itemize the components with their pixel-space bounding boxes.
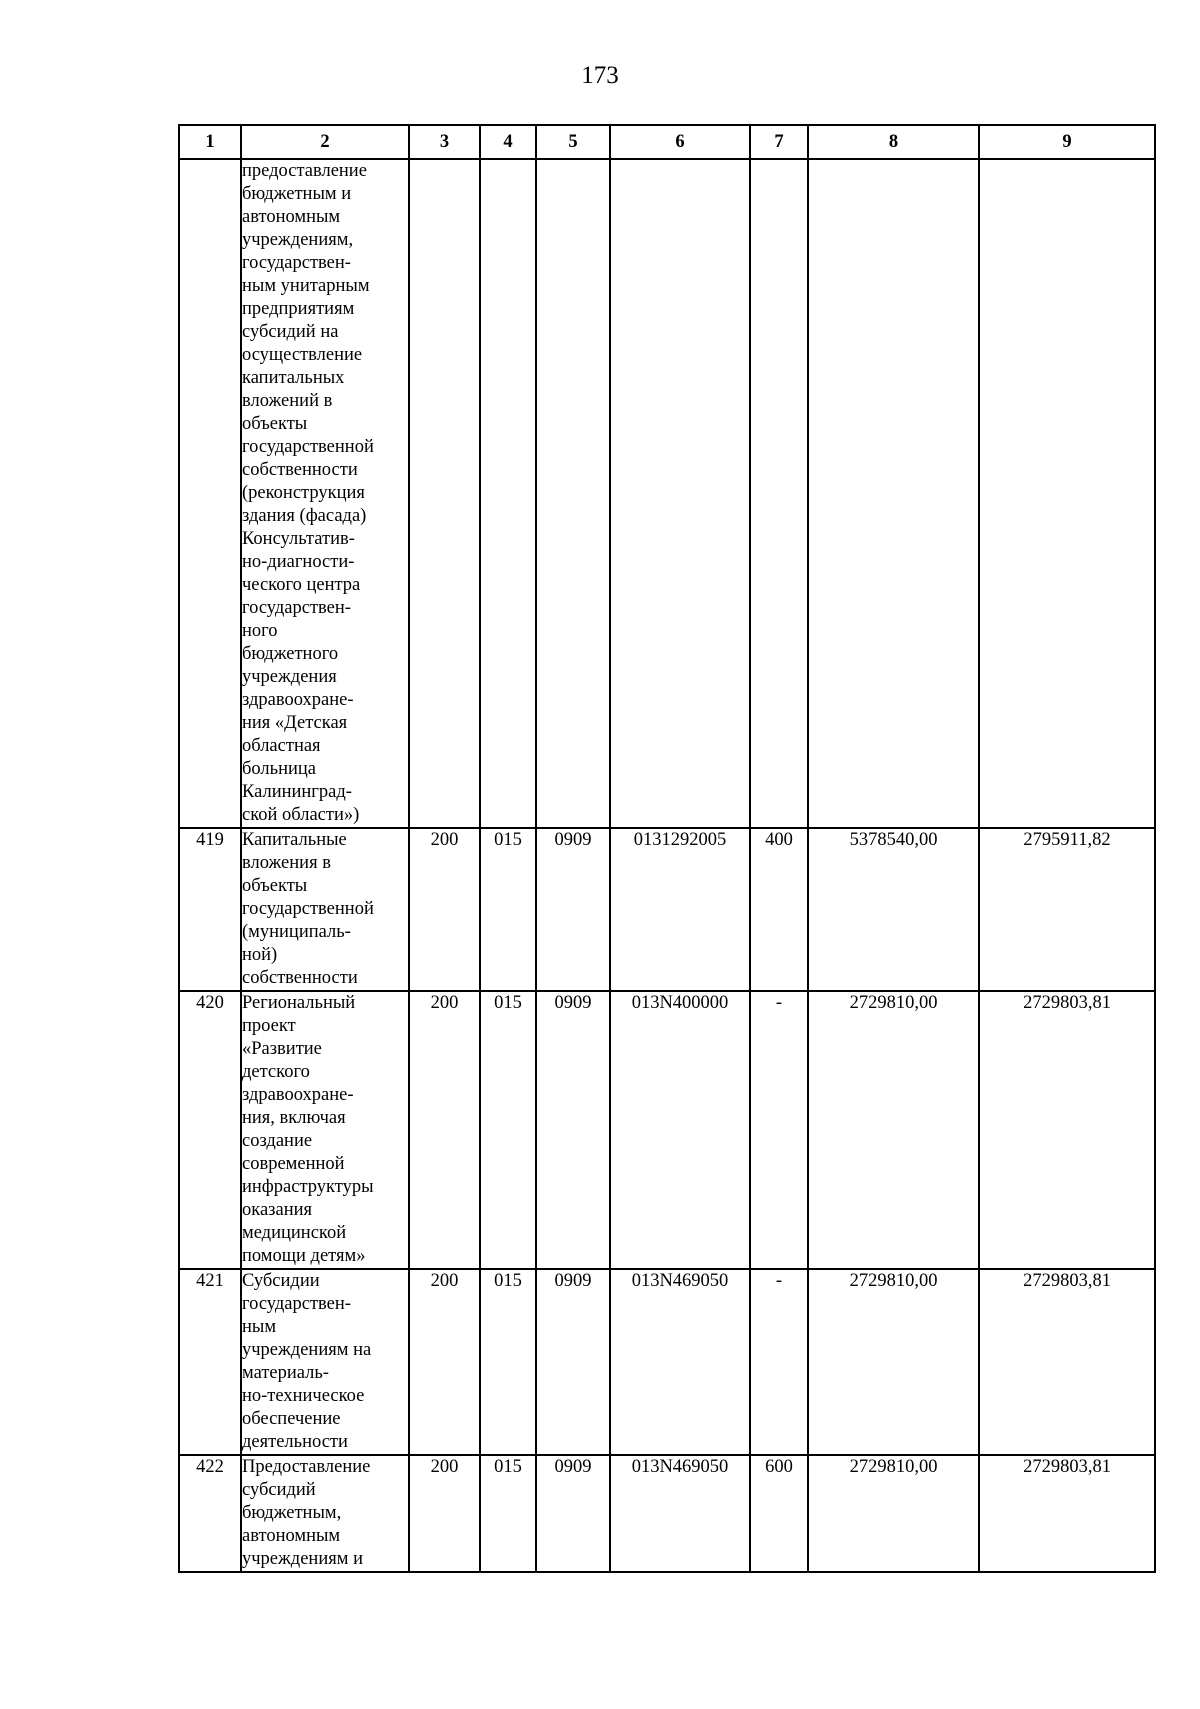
table-row: [179, 1455, 1155, 1572]
table-row: [179, 828, 1155, 991]
table-row: [179, 991, 1155, 1269]
target-article-code: 013N469050: [610, 1269, 750, 1455]
item-name-line: ской области»): [242, 805, 360, 825]
item-name-line: ной): [242, 945, 278, 965]
item-name-line: автономным: [242, 1526, 341, 1546]
row-number: [179, 159, 241, 828]
item-name-line: бюджетного: [242, 644, 339, 664]
section-code: 015: [480, 828, 536, 991]
section-code: [480, 159, 536, 828]
chapter-code: 200: [409, 1455, 480, 1572]
actual-amount: 2729803,81: [979, 991, 1155, 1269]
section-code: 015: [480, 1269, 536, 1455]
item-name-line: (муниципаль-: [242, 922, 351, 942]
item-name-line: но-диагности-: [242, 552, 355, 572]
item-name: [241, 991, 409, 1269]
item-name-line: субсидий на: [242, 322, 339, 342]
item-name-line: осуществление: [242, 345, 363, 365]
item-name-line: современной: [242, 1154, 345, 1174]
item-name: [241, 1455, 409, 1572]
item-name-line: ния «Детская: [242, 713, 348, 733]
row-number: 419: [179, 828, 241, 991]
chapter-code: 200: [409, 828, 480, 991]
column-header: 5: [536, 125, 610, 159]
item-name-line: бюджетным и: [242, 184, 352, 204]
row-number: 420: [179, 991, 241, 1269]
item-name-line: здравоохране-: [242, 690, 354, 710]
item-name-line: предоставление: [242, 161, 367, 181]
item-name-line: но-техническое: [242, 1386, 365, 1406]
item-name-line: собственности: [242, 460, 358, 480]
item-name-line: государствен-: [242, 1294, 351, 1314]
target-article-code: [610, 159, 750, 828]
item-name-line: Капитальные: [242, 830, 347, 850]
column-header: 4: [480, 125, 536, 159]
item-name-line: здравоохране-: [242, 1085, 354, 1105]
plan-amount: 2729810,00: [808, 1455, 979, 1572]
expense-type-code: 600: [750, 1455, 808, 1572]
item-name-line: учреждениям на: [242, 1340, 372, 1360]
table-body: [179, 159, 1155, 1572]
item-name-line: ния, включая: [242, 1108, 346, 1128]
item-name-line: государствен-: [242, 598, 351, 618]
item-name-line: объекты: [242, 876, 308, 896]
item-name-line: помощи детям»: [242, 1246, 366, 1266]
expense-type-code: -: [750, 991, 808, 1269]
item-name-line: предприятиям: [242, 299, 355, 319]
column-header: 8: [808, 125, 979, 159]
subsection-code: 0909: [536, 828, 610, 991]
item-name-line: Калининград-: [242, 782, 352, 802]
actual-amount: 2729803,81: [979, 1269, 1155, 1455]
item-name-line: инфраструктуры: [242, 1177, 374, 1197]
expense-type-code: [750, 159, 808, 828]
item-name-line: (реконструкция: [242, 483, 365, 503]
item-name-line: ного: [242, 621, 278, 641]
expense-type-code: -: [750, 1269, 808, 1455]
item-name-line: государственной: [242, 899, 374, 919]
item-name: [241, 1269, 409, 1455]
table-row: [179, 1269, 1155, 1455]
plan-amount: 2729810,00: [808, 1269, 979, 1455]
target-article-code: 0131292005: [610, 828, 750, 991]
chapter-code: 200: [409, 991, 480, 1269]
item-name-line: Консультатив-: [242, 529, 355, 549]
item-name-line: создание: [242, 1131, 313, 1151]
item-name-line: «Развитие: [242, 1039, 322, 1059]
item-name-line: вложения в: [242, 853, 331, 873]
plan-amount: 2729810,00: [808, 991, 979, 1269]
chapter-code: 200: [409, 1269, 480, 1455]
column-header: 9: [979, 125, 1155, 159]
item-name-line: Региональный: [242, 993, 356, 1013]
actual-amount: [979, 159, 1155, 828]
item-name: [241, 159, 409, 828]
item-name-line: проект: [242, 1016, 296, 1036]
item-name-line: Субсидии: [242, 1271, 320, 1291]
item-name-line: учреждениям,: [242, 230, 354, 250]
item-name-line: государственной: [242, 437, 374, 457]
item-name-line: деятельности: [242, 1432, 348, 1452]
item-name-line: объекты: [242, 414, 308, 434]
subsection-code: 0909: [536, 991, 610, 1269]
item-name-line: учреждения: [242, 667, 337, 687]
column-header: 2: [241, 125, 409, 159]
item-name-line: субсидий: [242, 1480, 316, 1500]
actual-amount: 2729803,81: [979, 1455, 1155, 1572]
row-number: 422: [179, 1455, 241, 1572]
column-header: 1: [179, 125, 241, 159]
actual-amount: 2795911,82: [979, 828, 1155, 991]
page-number: 173: [581, 62, 619, 89]
item-name-line: капитальных: [242, 368, 345, 388]
item-name-line: государствен-: [242, 253, 351, 273]
plan-amount: 5378540,00: [808, 828, 979, 991]
item-name-line: Предоставление: [242, 1457, 371, 1477]
item-name-line: оказания: [242, 1200, 312, 1220]
item-name-line: здания (фасада): [242, 506, 367, 526]
item-name-line: детского: [242, 1062, 310, 1082]
item-name-line: собственности: [242, 968, 358, 988]
target-article-code: 013N400000: [610, 991, 750, 1269]
column-header: 3: [409, 125, 480, 159]
item-name-line: медицинской: [242, 1223, 347, 1243]
column-header: 7: [750, 125, 808, 159]
table-row: [179, 159, 1155, 828]
target-article-code: 013N469050: [610, 1455, 750, 1572]
subsection-code: 0909: [536, 1455, 610, 1572]
item-name-line: автономным: [242, 207, 341, 227]
section-code: 015: [480, 1455, 536, 1572]
item-name: [241, 828, 409, 991]
item-name-line: ным: [242, 1317, 277, 1337]
chapter-code: [409, 159, 480, 828]
item-name-line: обеспечение: [242, 1409, 341, 1429]
item-name-line: ческого центра: [242, 575, 361, 595]
item-name-line: бюджетным,: [242, 1503, 342, 1523]
column-header: 6: [610, 125, 750, 159]
item-name-line: учреждениям и: [242, 1549, 363, 1569]
plan-amount: [808, 159, 979, 828]
subsection-code: [536, 159, 610, 828]
item-name-line: больница: [242, 759, 316, 779]
subsection-code: 0909: [536, 1269, 610, 1455]
budget-table: [178, 124, 1156, 1573]
item-name-line: ным унитарным: [242, 276, 370, 296]
section-code: 015: [480, 991, 536, 1269]
row-number: 421: [179, 1269, 241, 1455]
item-name-line: вложений в: [242, 391, 333, 411]
item-name-line: областная: [242, 736, 321, 756]
expense-type-code: 400: [750, 828, 808, 991]
table-header-row: [179, 125, 1155, 159]
item-name-line: материаль-: [242, 1363, 329, 1383]
